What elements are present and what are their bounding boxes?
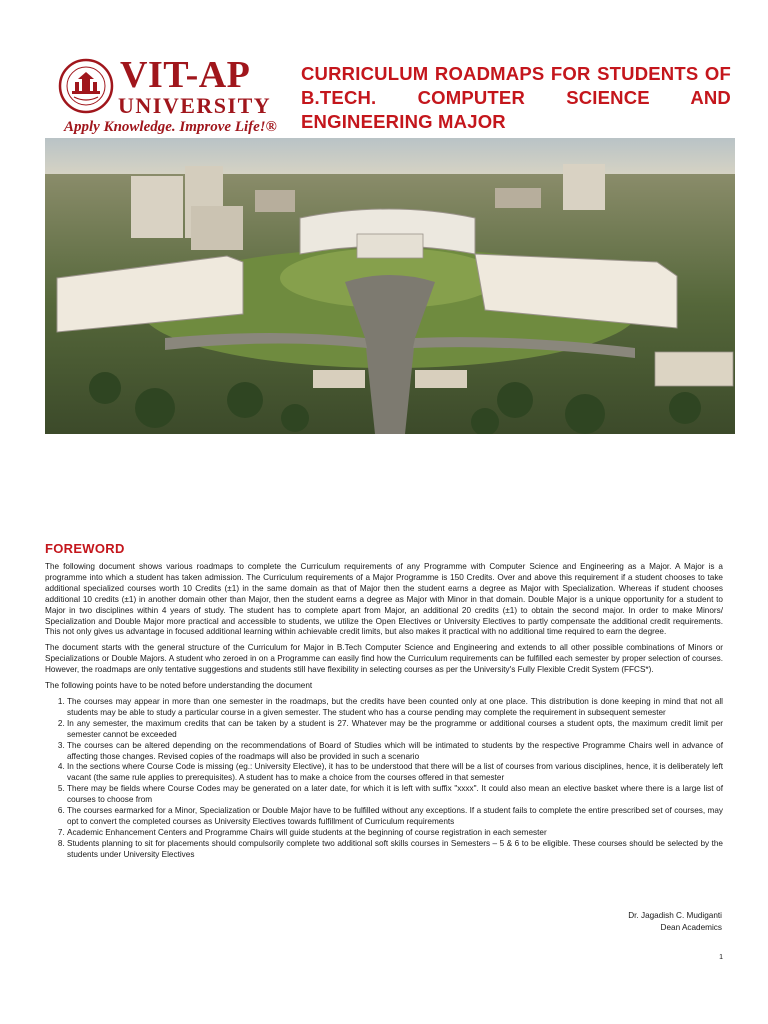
logo-tagline: Apply Knowledge. Improve Life!®: [64, 119, 277, 135]
foreword-paragraph-2: The document starts with the general structure of the Curriculum for Major in B.Tech Computer Science and Engineering and extends to all other possible combinations of Minors or Specializations or Double Majors. A student who zeroed in on a Programme can easily find how the Curriculum requirements can be fulfilled each semester by proper selection of courses. However, the roadmaps are only tentative suggestions and students still have flexibility in selecting courses as per the University's Fully Flexible Credit System (FFCS*).: [45, 643, 723, 675]
foreword-paragraph-1: The following document shows various roadmaps to complete the Curriculum requirements of any Programme with Computer Science and Engineering as a Major. A Major is a programme into which a student has taken admission. The Curriculum requirements of a Major Programme is 150 Credits. Over and above this requirement if a student chooses to take additional specialized courses worth 10 Credits (±1) in the same domain as that of Major then the student earns a degree as Major with Specialization. Whereas if student chooses additional 10 credits (±1) in another domain other than Major, then the student earns a degree as Major with Minor in that domain. Double Major is a unique opportunity for a student to Major in two disciplines within 4 years of study. The student has to complete apart from Major, an additional 20 credits (±1) to obtain the second major. In order to make Minors/ Specialization and Double Major more practical and accessible to students, we utilize the Open Electives or University Electives to partly compensate the additional credit requirements. This not only gives us advantage in focused additional learning within achievable credit limits, but also makes it practical with no additional time required to earn the degree.: [45, 562, 723, 637]
points-list: [45, 697, 723, 861]
signatory-name: Dr. Jagadish C. Mudiganti: [628, 911, 722, 920]
list-item: 4. In the sections where Course Code is missing (eg.: University Elective), it has to be understood that there will be a list of courses from various disciplines, hence, it is deliberately left vacant (the same rule applies to prerequisites). A student has to make a choice from the courses offered in that semester: [67, 762, 723, 784]
list-item: 5. There may be fields where Course Codes may be generated on a later date, for which it is left with suffix "xxxx". It could also mean an elective basket where there is a large list of courses to choose from: [67, 784, 723, 806]
foreword-body: [45, 562, 723, 861]
document-title: CURRICULUM ROADMAPS FOR STUDENTS OF B.TECH. COMPUTER SCIENCE AND ENGINEERING MAJOR: [301, 63, 731, 132]
signatory-role: Dean Academics: [660, 923, 722, 932]
page-number: 1: [719, 954, 723, 961]
list-item: 7. Academic Enhancement Centers and Programme Chairs will guide students at the beginning of course registration in each semester: [67, 828, 723, 839]
foreword-heading: FOREWORD: [45, 541, 125, 556]
list-item: 1. The courses may appear in more than one semester in the roadmaps, but the credits have been counted only at one place. This distribution is done keeping in mind that not all students may be able to study a particular course in a given semester. The student who has a course pending may complete the requirement in subsequent semester: [67, 697, 723, 719]
logo-wordmark-line2: UNIVERSITY: [118, 93, 272, 118]
signature-block: [628, 910, 722, 934]
list-item: 6. The courses earmarked for a Minor, Specialization or Double Major have to be fulfilled without any exceptions. If a student fails to complete the entire prescribed set of courses, may opt to convert the completed courses as University Electives towards fulfillment of Curriculum requirements: [67, 806, 723, 828]
campus-aerial-photo: [45, 138, 735, 434]
list-item: 3. The courses can be altered depending on the recommendations of Board of Studies which will be intimated to students by the respective Programme Chairs well in advance of affecting those changes. Revised copies of the roadmaps will also be provided in such a scenario: [67, 741, 723, 763]
university-logo: [58, 56, 278, 140]
logo-wordmark-line1: VIT-AP: [120, 54, 251, 96]
university-seal-icon: [58, 58, 114, 114]
list-item: 2. In any semester, the maximum credits that can be taken by a student is 27. Whatever may be the programme or additional courses a student opts, the maximum credit limit per semester cannot be exceeded: [67, 719, 723, 741]
foreword-paragraph-3: The following points have to be noted before understanding the document: [45, 681, 313, 691]
list-item: 8. Students planning to sit for placements should compulsorily complete two additional soft skills courses in Semesters – 5 & 6 to be eligible. These courses should be selected by the students under University Electives: [67, 839, 723, 861]
